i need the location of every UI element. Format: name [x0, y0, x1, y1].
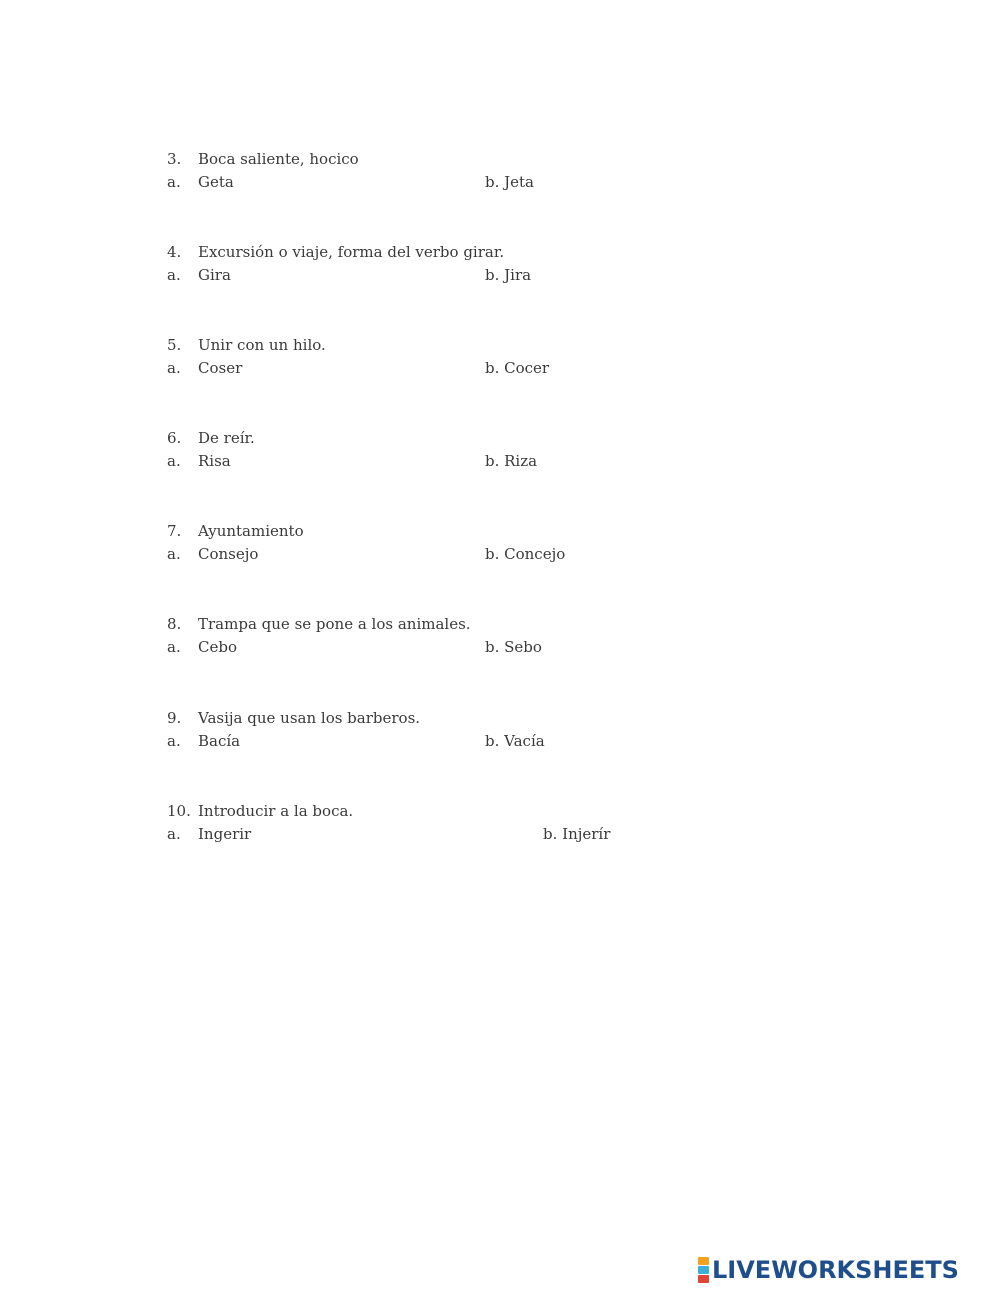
option-a[interactable]: Coser [198, 359, 243, 377]
option-a[interactable]: Bacía [198, 732, 241, 750]
question-number: 8. [167, 615, 182, 633]
option-a[interactable]: Geta [198, 173, 234, 191]
option-b[interactable]: b. Injerír [543, 825, 611, 843]
question-number: 4. [167, 243, 182, 261]
option-a-letter: a. [167, 452, 181, 470]
option-a[interactable]: Risa [198, 452, 231, 470]
question-8 [167, 613, 867, 659]
logo-block [698, 1266, 709, 1274]
question-number: 10. [167, 802, 191, 820]
question-prompt: Boca saliente, hocico [198, 150, 359, 168]
question-prompt: De reír. [198, 429, 255, 447]
logo-text: LIVEWORKSHEETS [712, 1256, 959, 1284]
question-number: 5. [167, 336, 182, 354]
question-6 [167, 427, 867, 473]
question-10 [167, 800, 867, 846]
logo-block [698, 1257, 709, 1265]
option-a-letter: a. [167, 732, 181, 750]
option-a-letter: a. [167, 359, 181, 377]
option-a-letter: a. [167, 825, 181, 843]
option-a-letter: a. [167, 638, 181, 656]
question-prompt: Ayuntamiento [198, 522, 304, 540]
option-b[interactable]: b. Jira [485, 266, 532, 284]
question-prompt: Unir con un hilo. [198, 336, 326, 354]
option-a-letter: a. [167, 545, 181, 563]
question-number: 9. [167, 709, 182, 727]
logo-block [698, 1275, 709, 1283]
question-prompt: Excursión o viaje, forma del verbo girar. [198, 243, 505, 261]
question-3 [167, 148, 867, 194]
question-number: 7. [167, 522, 182, 540]
option-a[interactable]: Consejo [198, 545, 259, 563]
option-b[interactable]: b. Riza [485, 452, 538, 470]
option-a[interactable]: Ingerir [198, 825, 252, 843]
logo-blocks-icon [698, 1257, 709, 1283]
option-b[interactable]: b. Jeta [485, 173, 534, 191]
option-a[interactable]: Gira [198, 266, 231, 284]
question-4 [167, 241, 867, 287]
question-9 [167, 707, 867, 753]
option-b[interactable]: b. Cocer [485, 359, 550, 377]
question-7 [167, 520, 867, 566]
option-a-letter: a. [167, 173, 181, 191]
option-a[interactable]: Cebo [198, 638, 237, 656]
question-number: 6. [167, 429, 182, 447]
question-prompt: Trampa que se pone a los animales. [198, 615, 471, 633]
question-number: 3. [167, 150, 182, 168]
question-prompt: Introducir a la boca. [198, 802, 354, 820]
option-b[interactable]: b. Concejo [485, 545, 566, 563]
option-b[interactable]: b. Vacía [485, 732, 545, 750]
option-b[interactable]: b. Sebo [485, 638, 542, 656]
liveworksheets-logo [698, 1257, 959, 1283]
question-5 [167, 334, 867, 380]
question-prompt: Vasija que usan los barberos. [198, 709, 421, 727]
option-a-letter: a. [167, 266, 181, 284]
